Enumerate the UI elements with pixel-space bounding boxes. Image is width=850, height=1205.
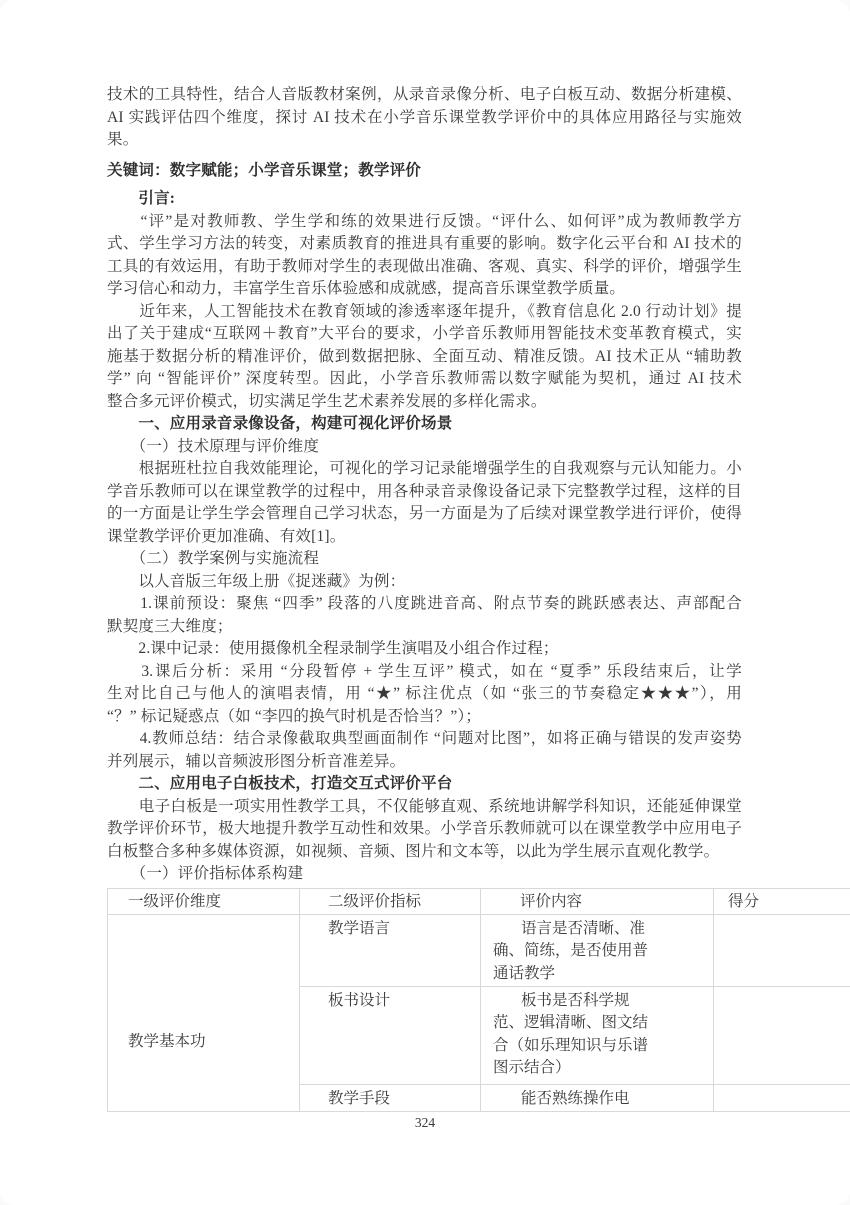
text-line: 施基于数据分析的精准评价，做到数据把脉、全面互动、精准反馈。AI 技术正从 “辅助教	[107, 347, 742, 365]
heading-block	[107, 413, 742, 436]
text-line: 工具的有效运用，有助于教师对学生的表现做出准确、客观、真实、科学的评价，增强学生	[107, 257, 742, 275]
text-line: 并列展示，辅以音频波形图分析音准差异。	[107, 752, 406, 770]
paragraph-block	[107, 84, 742, 152]
paragraph-block	[107, 458, 742, 548]
table-row	[108, 914, 850, 986]
paragraph-block	[107, 436, 742, 459]
paragraph-block	[107, 571, 742, 594]
paragraph-block	[107, 638, 742, 661]
text-line: 一、应用录音录像设备，构建可视化评价场景	[107, 415, 453, 432]
text-line: 4.教师总结：结合录像截取典型画面制作 “问题对比图”，如将正确与错误的发声姿势	[107, 730, 742, 747]
text-line: 1.课前预设：聚焦 “四季” 段落的八度跳进音高、附点节奏的跳跃感表达、声部配合	[107, 595, 742, 612]
text-line: 生对比自己与他人的演唱表情，用 “★” 标注优点（如 “张三的节奏稳定★★★”），用	[107, 685, 742, 702]
text-line: 果。	[107, 131, 139, 148]
table-cell-score	[714, 986, 850, 1084]
table-header-row	[108, 889, 850, 915]
table-cell-content	[481, 1084, 714, 1111]
paragraph-block	[107, 211, 742, 301]
table-cell-indicator: 教学手段	[300, 1084, 481, 1111]
table-cell-line: 板书是否科学规	[521, 991, 630, 1009]
text-line: 白板整合多种多媒体资源，如视频、音频、图片和文本等，以此为学生展示直观化教学。	[107, 842, 720, 860]
text-line: 引言:	[107, 190, 176, 207]
text-line: 关键词：数字赋能；小学音乐课堂；教学评价	[107, 161, 422, 179]
text-line: 学音乐教师可以在课堂教学的过程中，用各种录音录像设备记录下完整教学过程，这样的目	[107, 482, 742, 500]
heading-block	[107, 160, 742, 183]
evaluation-table-body	[108, 914, 850, 1111]
table-cell-score	[714, 914, 850, 986]
paragraph-block	[107, 728, 742, 773]
text-line: 学” 向 “智能评价” 深度转型。因此，小学音乐教师需以数字赋能为契机，通过 AI 技术	[107, 370, 742, 387]
text-line: 课堂教学评价更加准确、有效[1]。	[107, 527, 346, 545]
text-line: 2.课中记录：使用摄像机全程录制学生演唱及小组合作过程；	[107, 640, 559, 657]
paragraph-block	[107, 863, 742, 886]
paragraph-block	[107, 796, 742, 864]
table-header-dimension: 一级评价维度	[108, 889, 300, 915]
text-line: 教学评价环节，极大地提升教学互动性和效果。小学音乐教师就可以在课堂教学中应用电子	[107, 820, 742, 837]
text-line: （一）评价指标体系构建	[107, 865, 304, 882]
text-line: 二、应用电子白板技术，打造交互式评价平台	[107, 775, 453, 792]
text-line: 根据班杜拉自我效能理论，可视化的学习记录能增强学生的自我观察与元认知能力。小	[107, 460, 742, 477]
text-line: “？” 标记疑惑点（如 “李四的换气时机是否恰当？”）；	[107, 707, 482, 725]
paragraph-block	[107, 301, 742, 414]
paragraph-block	[107, 661, 742, 729]
text-line: 的一方面是让学生学会管理自己学习状态，另一方面是为了后续对课堂教学进行评价，使得	[107, 505, 742, 522]
text-line: 式、学生学习方法的转变，对素质教育的推进具有重要的影响。数字化云平台和 AI 技术的	[107, 235, 742, 252]
evaluation-table	[107, 888, 850, 1112]
text-line: 技术的工具特性，结合人音版教材案例，从录音录像分析、电子白板互动、数据分析建模、	[107, 86, 742, 103]
table-header-indicator: 二级评价指标	[300, 889, 481, 915]
table-cell-line: 确、简练，是否使用普	[493, 942, 649, 959]
table-cell-indicator: 板书设计	[300, 986, 481, 1084]
table-cell-line: 能否熟练操作电	[521, 1089, 630, 1107]
text-line: 默契度三大维度；	[107, 617, 233, 635]
table-cell-score	[714, 1084, 850, 1111]
text-line: 电子白板是一项实用性教学工具，不仅能够直观、系统地讲解学科知识，还能延伸课堂	[107, 797, 742, 815]
paragraph-block	[107, 593, 742, 638]
evaluation-table-header	[108, 889, 850, 915]
table-cell-line: 图示结合）	[493, 1059, 571, 1076]
text-line: （二）教学案例与实施流程	[107, 550, 320, 567]
text-line: 学习信心和动力，丰富学生音乐体验感和成就感，提高音乐课堂教学质量。	[107, 280, 626, 297]
table-cell-dimension: 教学基本功	[108, 914, 300, 1111]
text-line: （一）技术原理与评价维度	[107, 437, 320, 455]
table-cell-indicator: 教学语言	[300, 914, 481, 986]
table-cell-content	[481, 986, 714, 1084]
text-line: “评”是对教师教、学生学和练的效果进行反馈。“评什么、如何评”成为教师教学方	[107, 212, 742, 230]
table-cell-line: 通话教学	[493, 964, 556, 982]
page-number: 324	[414, 1115, 436, 1130]
table-cell-line: 范、逻辑清晰、图文结	[493, 1014, 649, 1031]
text-line: 3.课后分析：采用 “分段暂停 + 学生互评” 模式，如在 “夏季” 乐段结束后，让学	[107, 662, 742, 680]
table-cell-content	[481, 914, 714, 986]
text-line: 以人音版三年级上册《捉迷藏》为例：	[107, 572, 406, 590]
text-line: 整合多元评价模式，切实满足学生艺术素养发展的多样化需求。	[107, 392, 547, 410]
table-header-score: 得分	[714, 889, 850, 915]
text-line: 出了关于建成“互联网＋教育”大平台的要求，小学音乐教师用智能技术变革教育模式，实	[107, 325, 742, 342]
document-body	[107, 84, 742, 886]
table-header-content: 评价内容	[481, 889, 714, 915]
heading-block	[107, 773, 742, 796]
heading-block	[107, 188, 742, 211]
table-cell-line: 语言是否清晰、准	[521, 919, 646, 937]
text-line: 近年来，人工智能技术在教育领域的渗透率逐年提升，《教育信息化 2.0 行动计划》提	[107, 302, 742, 320]
table-cell-line: 合（如乐理知识与乐谱	[493, 1036, 649, 1054]
text-line: AI 实践评估四个维度，探讨 AI 技术在小学音乐课堂教学评价中的具体应用路径与实施效	[107, 108, 742, 126]
paragraph-block	[107, 548, 742, 571]
